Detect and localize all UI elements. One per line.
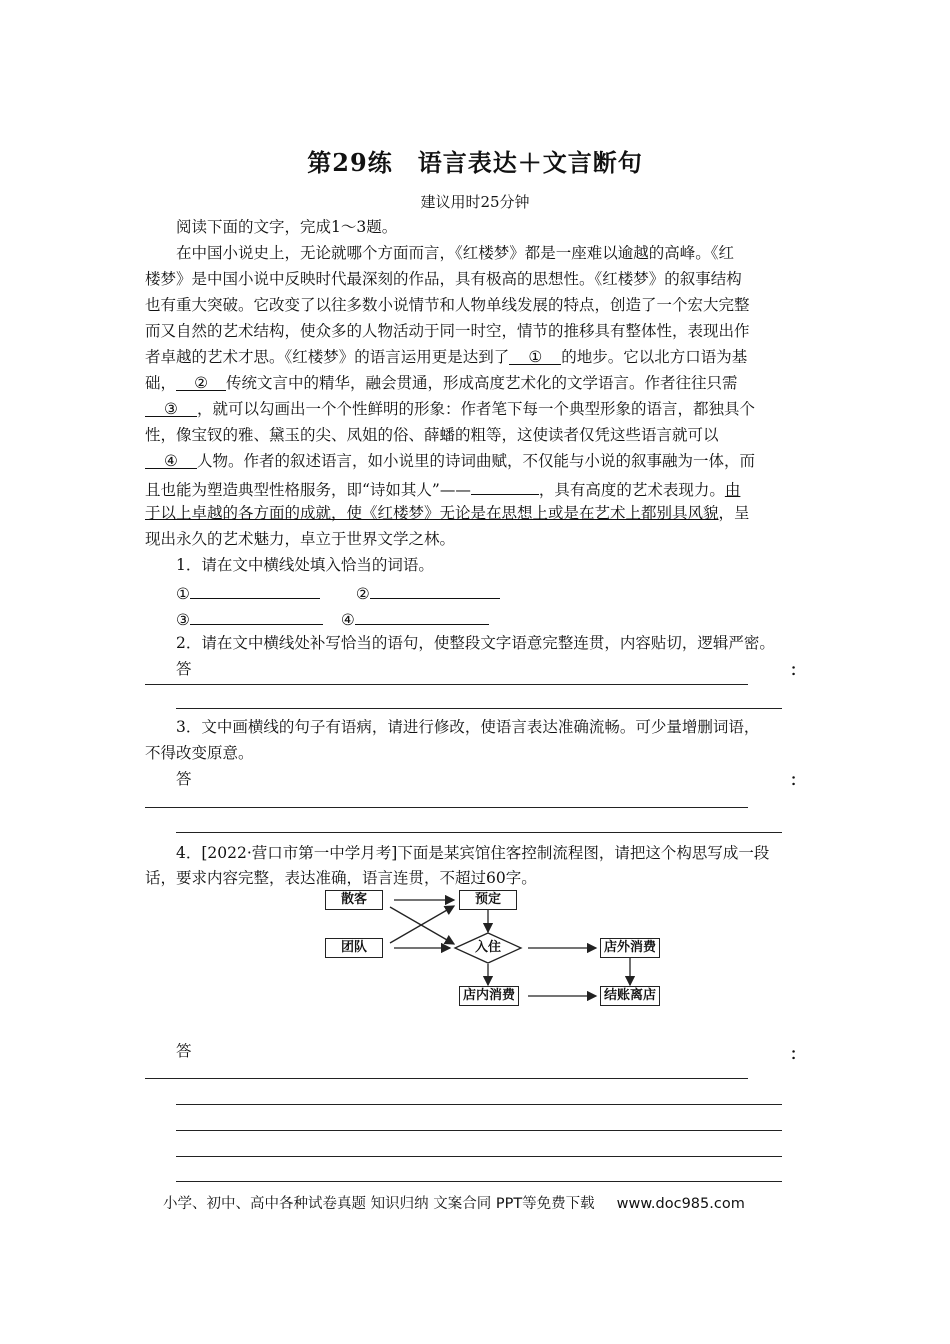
flow-node-internal-consumption: 店内消费 (459, 986, 519, 1006)
passage-text: 人物。作者的叙述语言，如小说里的诗词曲赋，不仅能与小说的叙事融为一体，而 (197, 452, 756, 470)
flow-node-scattered-guests: 散客 (325, 890, 383, 910)
footer (163, 1192, 745, 1213)
flow-node-checkout: 结账离店 (600, 986, 660, 1006)
page-title: 第29练 语言表达＋文言断句 (307, 148, 643, 177)
question-4-cont: 话，要求内容完整，表达准确，语言连贯，不超过60字。 (145, 869, 537, 887)
passage-text: ，呈 (718, 504, 750, 522)
answer-label: 答 (176, 1042, 192, 1060)
answer-line[interactable] (145, 807, 748, 808)
passage-text: 的地步。它以北方口语为基 (561, 348, 748, 366)
answer-colon: ： (790, 770, 806, 789)
answer-line[interactable] (176, 832, 782, 833)
passage-line (145, 346, 747, 368)
answer-colon: ： (790, 1044, 806, 1063)
answer-line[interactable] (176, 1104, 782, 1105)
question-4: 4．[2022·营口市第一中学月考]下面是某宾馆住客控制流程图，请把这个构思写成一段 (176, 844, 770, 862)
answer-line[interactable] (176, 1130, 782, 1131)
footer-text: 小学、初中、高中各种试卷真题 知识归纳 文案合同 PPT等免费下载 (163, 1196, 595, 1212)
passage-line (145, 398, 755, 420)
q1-answer-3[interactable] (190, 606, 323, 625)
answer-colon: ： (790, 660, 806, 679)
q1-answer-row (176, 606, 489, 631)
passage-text: ，具有高度的艺术表现力。 (538, 481, 725, 499)
footer-url[interactable]: www.doc985.com (616, 1196, 745, 1212)
flow-node-reservation: 预定 (459, 890, 517, 910)
passage-text: 且也能为塑造典型性格服务，即“诗如其人”—— (145, 481, 471, 499)
answer-line[interactable] (145, 1078, 748, 1079)
question-3: 3．文中画横线的句子有语病，请进行修改，使语言表达准确流畅。可少量增删词语， (176, 718, 760, 736)
blank-4[interactable]: ④ (145, 450, 197, 469)
q1-mark-1: ① (176, 585, 190, 603)
passage-line: 在中国小说史上，无论就哪个方面而言，《红楼梦》都是一座难以逾越的高峰。《红 (176, 244, 735, 262)
passage-line: 性，像宝钗的雅、黛玉的尖、凤姐的俗、薛蟠的粗等，这使读者仅凭这些语言就可以 (145, 426, 719, 444)
question-3-cont: 不得改变原意。 (145, 744, 254, 762)
q1-answer-1[interactable] (190, 580, 320, 599)
q1-answer-row (176, 580, 500, 605)
intro-instruction: 阅读下面的文字，完成1～3题。 (176, 218, 398, 236)
q1-mark-4: ④ (340, 611, 355, 629)
passage-line: 楼梦》是中国小说中反映时代最深刻的作品，具有极高的思想性。《红楼梦》的叙事结构 (145, 270, 742, 288)
underlined-sentence: 由 (724, 481, 741, 499)
blank-sentence[interactable] (471, 476, 539, 495)
flow-node-check-in: 入住 (474, 940, 501, 955)
passage-line (145, 372, 738, 394)
q1-answer-2[interactable] (370, 580, 500, 599)
blank-2[interactable]: ② (176, 372, 226, 391)
blank-1[interactable]: ① (509, 346, 561, 365)
passage-text: 础， (145, 374, 177, 392)
underlined-sentence: 于以上卓越的各方面的成就，使《红楼梦》无论是在思想上或是在艺术上都别具风貌 (145, 504, 719, 522)
passage-line (145, 450, 755, 472)
answer-label: 答 (176, 660, 192, 678)
q1-mark-3: ③ (176, 611, 190, 629)
passage-text: ，就可以勾画出一个个性鲜明的形象：作者笔下每一个典型形象的语言，都独具个 (197, 400, 756, 418)
passage-line (145, 476, 740, 501)
answer-label: 答 (176, 770, 192, 788)
passage-line: 也有重大突破。它改变了以往多数小说情节和人物单线发展的特点，创造了一个宏大完整 (145, 296, 750, 314)
answer-line[interactable] (176, 708, 782, 709)
answer-line[interactable] (176, 1156, 782, 1157)
passage-line (145, 502, 750, 524)
question-2: 2．请在文中横线处补写恰当的语句，使整段文字语意完整连贯，内容贴切，逻辑严密。 (176, 634, 775, 652)
passage-line: 现出永久的艺术魅力，卓立于世界文学之林。 (145, 530, 456, 548)
q1-answer-4[interactable] (355, 606, 489, 625)
passage-text: 者卓越的艺术才思。《红楼梦》的语言运用更是达到了 (145, 348, 510, 366)
passage-line: 而又自然的艺术结构，使众多的人物活动于同一时空，情节的推移具有整体性，表现出作 (145, 322, 750, 340)
answer-line[interactable] (145, 684, 748, 685)
flow-node-group: 团队 (325, 938, 383, 958)
passage-text: 传统文言中的精华，融会贯通，形成高度艺术化的文学语言。作者往往只需 (226, 374, 738, 392)
q1-mark-2: ② (355, 585, 370, 603)
blank-3[interactable]: ③ (145, 398, 197, 417)
question-1: 1．请在文中横线处填入恰当的词语。 (176, 556, 434, 574)
suggested-time: 建议用时25分钟 (420, 193, 530, 211)
flow-node-external-consumption: 店外消费 (600, 938, 660, 958)
answer-line[interactable] (176, 1181, 782, 1182)
